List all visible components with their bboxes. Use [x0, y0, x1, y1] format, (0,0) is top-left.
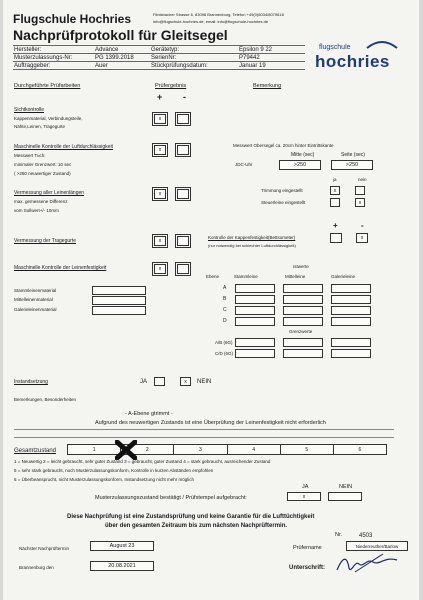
- mitte-value: >250: [279, 160, 321, 170]
- galerie-b-field[interactable]: [331, 295, 371, 304]
- galerie-c-field[interactable]: [331, 306, 371, 315]
- serien-value: P79442: [239, 55, 260, 61]
- ebene-d: D: [223, 318, 227, 324]
- geraetetyp-label: Gerätetyp:: [151, 47, 180, 53]
- steuer-label: Steuerleine eingestellt: [261, 200, 306, 205]
- note-line-2: Aufgrund des neuwertigen Zustands ist eine Überprüfung der Leinenfestigkeit nicht erforderlich: [95, 420, 326, 426]
- stamm-c-field[interactable]: [235, 306, 275, 315]
- ort-label: Brannenburg den: [19, 565, 54, 570]
- verm-sub2: vom Sollwert+/- 10mm: [14, 208, 59, 213]
- verm-title: Vermessung aller Leinenlängen: [14, 190, 85, 196]
- legend-line-2: 5 = sehr stark gebraucht, noch Musterzulassungskonform, Kontrolle in kurzen Abständen empfohlen: [14, 468, 214, 473]
- ebene-label: Ebene: [206, 274, 220, 279]
- pruefdatum-value: Januar 19: [239, 63, 266, 69]
- muster-nein-checkbox[interactable]: [328, 492, 362, 501]
- note-line-1: - A-Ebene gtrimmt -: [125, 411, 173, 417]
- trage-plus-checkbox[interactable]: x: [154, 236, 166, 246]
- kappen-sub: (nur notwendig bei schlechter Luftdurchlässigkeit): [208, 243, 296, 248]
- page-title: Nachprüfprotokoll für Gleitsegel: [13, 27, 228, 43]
- masch-sub1: Messwert Tuch:: [14, 153, 46, 158]
- nr-value: 4503: [359, 533, 373, 539]
- statement-line-1: Diese Nachprüfung ist eine Zustandsprüfung und keine Garantie für die Lufttüchtigkeit: [67, 514, 315, 520]
- statement-line-2: über den gesamten Zeitraum bis zum nächsten Nachprüftermin.: [105, 523, 288, 529]
- ja-label: ja: [333, 177, 337, 182]
- leinen-plus-checkbox[interactable]: x: [154, 264, 166, 274]
- legend-line-1: 1 = Neuwertig 2 = leicht gebraucht, sehr guter Zustand 3 = gebraucht, guter Zustand 4 = stark gebraucht, ausreichender Zustand: [14, 459, 271, 464]
- verm-sub1: max. gemessene Differenz: [14, 199, 68, 204]
- school-contact: info@flugschule-hochries.de, email: info@flugschule-hochries.de: [153, 19, 269, 24]
- nr-label: Nr.: [335, 532, 343, 538]
- signature-label: Unterschrift:: [289, 565, 326, 571]
- muster-ja-checkbox[interactable]: x: [287, 492, 321, 501]
- col-plus: +: [157, 92, 163, 102]
- instand-title: Instandsetzung: [14, 379, 48, 385]
- steuer-ja-checkbox[interactable]: [330, 198, 340, 207]
- grenzwerte-label: Grenzwerte: [289, 329, 313, 334]
- pruefer-label: Prüfername: [293, 545, 322, 551]
- musterzul-value: PG 1399.2018: [95, 55, 134, 61]
- condition-5[interactable]: 5: [281, 445, 334, 454]
- geraetetyp-value: Epsilon 9 22: [239, 47, 273, 53]
- galerie-label: Galerieleine: [331, 274, 356, 279]
- seite-value: >250: [331, 160, 373, 170]
- mittel-ab-field[interactable]: [283, 338, 323, 347]
- cd-label: C/D (6G): [215, 351, 233, 356]
- mitte-label: Mitte (sec): [291, 152, 315, 158]
- next-date-field[interactable]: August 23: [90, 541, 154, 551]
- stamm-cd-field[interactable]: [235, 349, 275, 358]
- mittel-mat-label: Mittelleinenmaterial: [14, 297, 53, 302]
- steuer-nein-checkbox[interactable]: x: [355, 198, 365, 207]
- kappen-plus-label: +: [333, 221, 338, 230]
- stamm-label: Stammleine: [234, 274, 258, 279]
- galerie-d-field[interactable]: [331, 317, 371, 326]
- ab-label: A/B (6G): [215, 340, 233, 345]
- verm-minus-checkbox[interactable]: [177, 189, 189, 199]
- condition-4[interactable]: 4: [228, 445, 281, 454]
- sicht-minus-checkbox[interactable]: [177, 114, 189, 124]
- leinen-title: Maschinelle Kontrolle der Leinenfestigkeit: [14, 265, 107, 271]
- mittel-mat-field[interactable]: [92, 296, 146, 305]
- stamm-mat-field[interactable]: [92, 286, 146, 295]
- date-field[interactable]: 20.08.2021: [90, 561, 154, 571]
- sicht-title: Sichtkontrolle: [14, 107, 45, 113]
- stamm-mat-label: Stammleinenmaterial: [14, 288, 57, 293]
- instand-nein-checkbox[interactable]: x: [180, 377, 191, 386]
- messwert-label: Messwert Obersegel ca. 20cm hinter Eintrittskante: [233, 143, 334, 148]
- galerie-mat-label: Galerieleinenmaterial: [14, 307, 57, 312]
- trimmung-ja-checkbox[interactable]: x: [330, 186, 340, 195]
- ebene-a: A: [223, 285, 227, 291]
- gesamt-label: Gesamtzustand: [14, 448, 57, 454]
- kappen-minus-checkbox[interactable]: x: [356, 233, 368, 243]
- col-bemerkung: Bemerkung: [253, 83, 282, 89]
- mittel-b-field[interactable]: [283, 295, 323, 304]
- paraglider-logo-icon: [365, 38, 399, 50]
- ebene-c: C: [223, 307, 227, 313]
- instand-nein-label: NEIN: [197, 379, 212, 385]
- next-label: Nächster Nachprüftermin: [19, 546, 70, 551]
- masch-minus-checkbox[interactable]: [177, 145, 189, 155]
- auftraggeber-value: Auer: [95, 63, 108, 69]
- hersteller-value: Advance: [95, 47, 119, 53]
- jdc-label: JDC-Uhr: [235, 162, 253, 167]
- ebene-b: B: [223, 296, 227, 302]
- logo-main: hochries: [315, 52, 390, 71]
- galerie-mat-field[interactable]: [92, 306, 146, 315]
- mittel-label: Mittelleine: [285, 274, 306, 279]
- verm-plus-checkbox[interactable]: x: [154, 189, 166, 199]
- musterzul-label: Musterzulassungs-Nr:: [14, 55, 73, 61]
- col-arbeiten: Durchgeführte Prüfarbeiten: [14, 83, 81, 89]
- pruefer-field[interactable]: Niederreuther/Barlow: [346, 541, 408, 551]
- masch-title: Maschinelle Kontrolle der Luftdurchlässigkeit: [14, 144, 113, 150]
- school-address: Flintsbacher Strasse 6, 83098 Brannenburg, Telefon +49(0)8034/8079618: [153, 12, 284, 17]
- leinen-minus-checkbox[interactable]: [177, 264, 189, 274]
- trimmung-label: Trimmung eingestellt: [261, 188, 303, 193]
- logo-top: flugschule: [319, 44, 351, 51]
- istwerte-label: Istwerte: [293, 264, 309, 269]
- kappen-plus-checkbox[interactable]: [330, 233, 342, 243]
- stamm-a-field[interactable]: [235, 284, 275, 293]
- galerie-a-field[interactable]: [331, 284, 371, 293]
- auftraggeber-label: Auftraggeber:: [14, 63, 51, 69]
- trage-title: Vermessung der Tragegurte: [14, 238, 76, 244]
- trimmung-nein-checkbox[interactable]: [355, 186, 365, 195]
- masch-plus-checkbox[interactable]: x: [154, 145, 166, 155]
- mittel-d-field[interactable]: [283, 317, 323, 326]
- galerie-cd-field[interactable]: [331, 349, 371, 358]
- stamm-ab-field[interactable]: [235, 338, 275, 347]
- muster-ja-label: JA: [302, 484, 309, 490]
- seite-label: Seite (sec): [341, 152, 365, 158]
- cross-mark-icon: [115, 440, 137, 460]
- nein-label: nein: [358, 177, 367, 182]
- condition-2[interactable]: 2: [121, 445, 174, 454]
- hersteller-label: Hersteller:: [14, 47, 42, 53]
- pruefdatum-label: Stückprüfungsdatum:: [151, 63, 208, 69]
- bemerk-title: Bemerkungen, Besonderheiten: [14, 397, 77, 402]
- mittel-c-field[interactable]: [283, 306, 323, 315]
- serien-label: SerienNr:: [151, 55, 177, 61]
- condition-3[interactable]: 3: [174, 445, 227, 454]
- school-name: Flugschule Hochries: [13, 12, 132, 26]
- sicht-plus-checkbox[interactable]: x: [154, 114, 166, 124]
- protocol-sheet: [3, 0, 419, 600]
- muster-label: Musterzulassungszustand bestätigt / Prüfstempel aufgebracht:: [95, 495, 247, 501]
- instand-ja-label: JA: [140, 379, 148, 385]
- stamm-b-field[interactable]: [235, 295, 275, 304]
- kappen-title: Kontrolle der Kappenfestigkeit(Bettsometer): [208, 235, 296, 240]
- mittel-cd-field[interactable]: [283, 349, 323, 358]
- masch-sub2: minimaler Grenzwert: 10 sec: [14, 162, 72, 167]
- condition-6[interactable]: 6: [358, 446, 362, 453]
- masch-sub3: ( >250 neuwertiger Zustand): [14, 171, 71, 176]
- trage-minus-checkbox[interactable]: [177, 236, 189, 246]
- muster-nein-label: NEIN: [339, 484, 353, 490]
- instand-ja-checkbox[interactable]: [154, 377, 165, 386]
- signature-mark: [333, 550, 403, 578]
- col-minus: -: [183, 92, 186, 102]
- legend-line-3: 6 = Überbeansprucht, nicht Musterzulassungskonform, Instandsetzung nicht mehr möglich: [14, 477, 194, 482]
- sicht-sub2: Nähte,Leinen, Tragegurte: [14, 124, 66, 129]
- galerie-ab-field[interactable]: [331, 338, 371, 347]
- stamm-d-field[interactable]: [235, 317, 275, 326]
- kappen-minus-label: -: [361, 221, 364, 230]
- condition-1[interactable]: 1: [68, 445, 121, 454]
- col-ergebnis: Prüfergebnis: [155, 83, 187, 89]
- mittel-a-field[interactable]: [283, 284, 323, 293]
- sicht-sub1: Kappenmaterial, Verbindungsteile,: [14, 116, 83, 121]
